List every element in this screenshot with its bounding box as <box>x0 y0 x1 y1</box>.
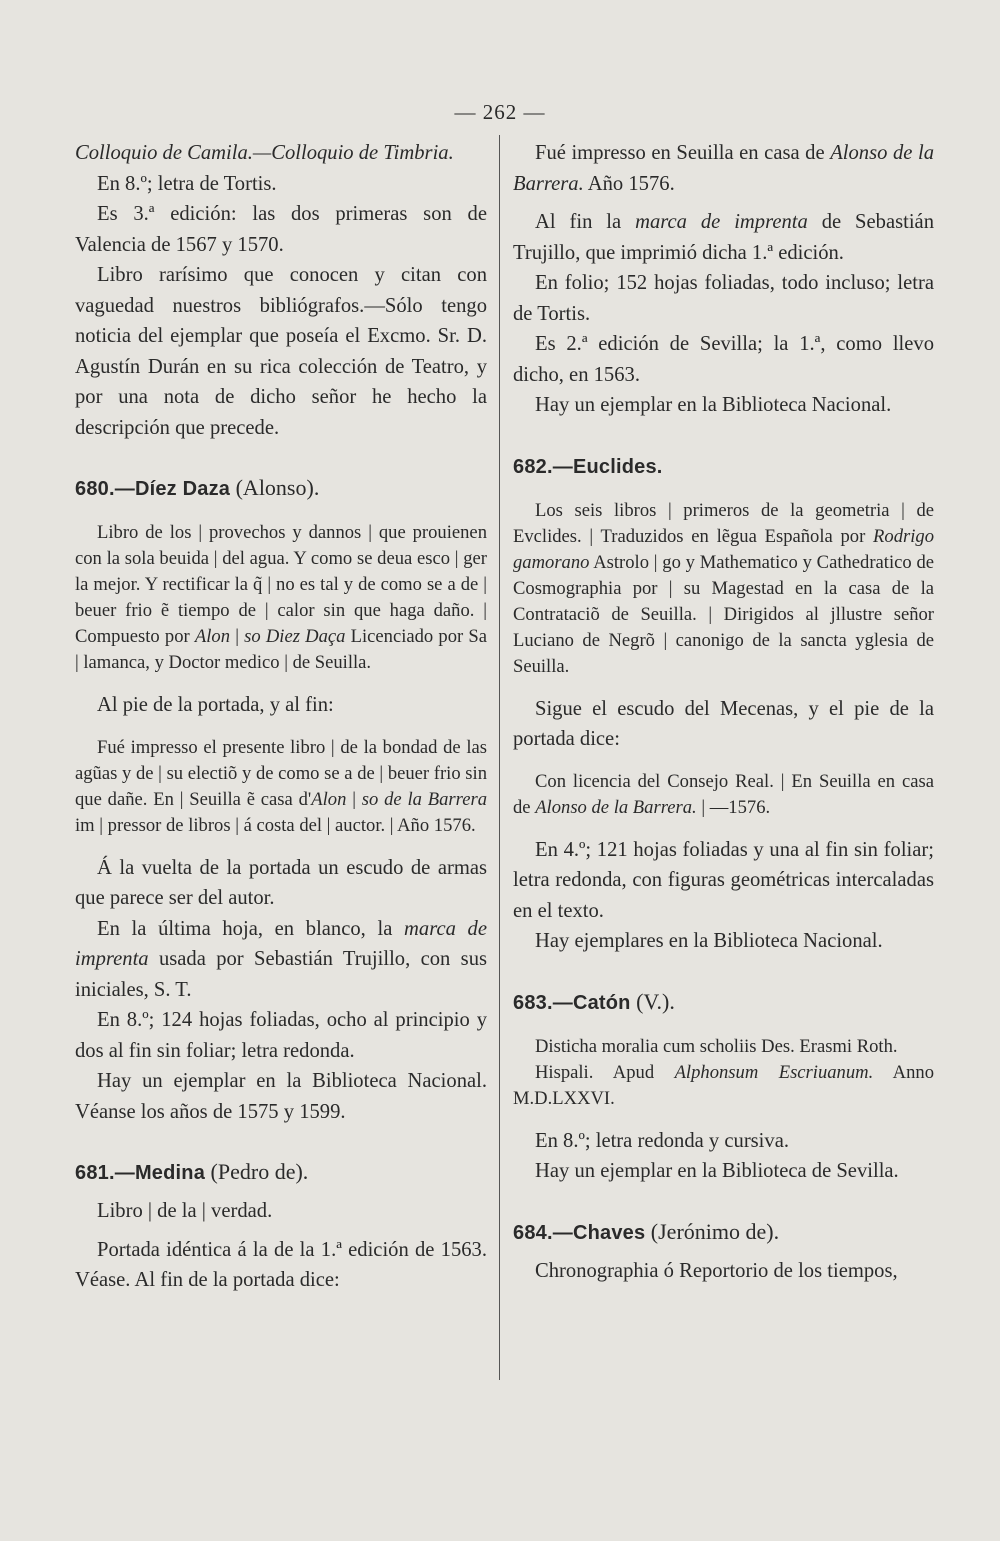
entry-heading-684: 684.—Chaves (Jerónimo de). <box>513 1218 780 1244</box>
entry-680-format: En 8.º; 124 hojas foliadas, ocho al principio y dos al fin sin foliar; letra redonda. <box>75 1009 487 1062</box>
entry-heading-680: 680.—Díez Daza (Alonso). <box>75 475 320 500</box>
left-column <box>75 138 487 1296</box>
page-number: — 262 — <box>454 100 546 124</box>
entry-681-title-page-note: Portada idéntica á la de la 1.ª edición de 1563. Véase. Al fin de la portada dice: <box>75 1238 487 1291</box>
entry-681-title: Libro | de la | verdad. <box>97 1200 273 1222</box>
entry-684-title: Chronographia ó Reportorio de los tiempos, <box>535 1259 898 1282</box>
entry-681-holdings: Hay un ejemplar en la Biblioteca Nacional. <box>535 394 892 416</box>
entry-680-last-leaf-note: En la última hoja, en blanco, la marca de imprenta usada por Sebastián Trujillo, con sus iniciales, S. T. <box>75 917 487 1001</box>
entry-681-format: En folio; 152 hojas foliadas, todo incluso; letra de Tortis. <box>513 272 934 325</box>
entry-heading-681: 681.—Medina (Pedro de). <box>75 1159 309 1184</box>
entry-681-printer-mark: Al fin la marca de imprenta de Sebastián Trujillo, que imprimió dicha 1.ª edición. <box>513 211 934 264</box>
entry-680-colophon: Fué impresso el presente libro | de la bondad de las agũas y de | su electiõ y de como se a de | beuer frio sin que dañe. En | Seuilla ẽ casa d'Alon | so de la Barrera im | pressor de libros | á costa del | auctor. | Año 1576. <box>75 736 487 836</box>
entry-heading-683: 683.—Catón (V.). <box>513 988 675 1014</box>
entry-682-foot-note: Sigue el escudo del Mecenas, y el pie de la portada dice: <box>513 697 934 750</box>
entry-680-verso-note: Á la vuelta de la portada un escudo de armas que parece ser del autor. <box>75 856 487 909</box>
entry-680-foot-note: Al pie de la portada, y al fin: <box>97 694 334 716</box>
column-divider <box>499 135 500 1380</box>
entry-682-holdings: Hay ejemplares en la Biblioteca Nacional. <box>535 930 883 952</box>
entry-682-title: Los seis libros | primeros de la geometria | de Evclides. | Traduzidos en lẽgua Española por Rodrigo gamorano Astrolo | go y Mathematico y Cathedratico de Cosmographia por | su Magestad en la casa de la Contrataciõ de Seuilla. | Dirigidos al jllustre señor Luciano de Negrõ | canonigo de la sancta yglesia de Seuilla. <box>513 499 934 677</box>
right-column <box>513 138 934 1286</box>
entry-683-format: En 8.º; letra redonda y cursiva. <box>535 1129 789 1152</box>
rarity-note: Libro rarísimo que conocen y citan con vaguedad nuestros bibliógrafos.—Sólo tengo noticia del ejemplar que poseía el Excmo. Sr. D. Agustín Durán en su rica colección de Teatro, y por una nota de dicho señor he hecho la descripción que precede. <box>75 264 487 439</box>
entry-681-edition: Es 2.ª edición de Sevilla; la 1.ª, como llevo dicho, en 1563. <box>513 333 934 386</box>
entry-heading-682: 682.—Euclides. <box>513 455 663 478</box>
entry-680-holdings: Hay un ejemplar en la Biblioteca Nacional. Véanse los años de 1575 y 1599. <box>75 1070 487 1123</box>
entry-683-holdings: Hay un ejemplar en la Biblioteca de Sevilla. <box>535 1160 899 1182</box>
entry-680-title: Libro de los | provechos y dannos | que prouienen con la sola beuida | del agua. Y como se deua esco | ger la mejor. Y rectificar la q̃ | no es tal y de como se a de | beuer frio ẽ tiempo de | calor sin que haga daño. | Compuesto por Alon | so Diez Daça Licenciado por Sa | lamanca, y Doctor medico | de Seuilla. <box>75 522 487 673</box>
entry-682-license: Con licencia del Consejo Real. | En Seuilla en casa de Alonso de la Barrera. | —1576. <box>513 770 934 818</box>
edition-note: Es 3.ª edición: las dos primeras son de Valencia de 1567 y 1570. <box>75 203 487 256</box>
entry-683-title: Disticha moralia cum scholiis Des. Erasmi Roth. <box>535 1035 898 1057</box>
work-title-continued: Colloquio de Camila.—Colloquio de Timbria. <box>75 142 454 164</box>
entry-683-imprint: Hispali. Apud Alphonsum Escriuanum. Anno M.D.LXXVI. <box>513 1061 934 1109</box>
entry-682-format: En 4.º; 121 hojas foliadas y una al fin sin foliar; letra redonda, con figuras geométricas intercaladas en el texto. <box>513 838 934 922</box>
entry-681-colophon: Fué impresso en Seuilla en casa de Alonso de la Barrera. Año 1576. <box>513 142 934 195</box>
format-note: En 8.º; letra de Tortis. <box>97 172 277 195</box>
